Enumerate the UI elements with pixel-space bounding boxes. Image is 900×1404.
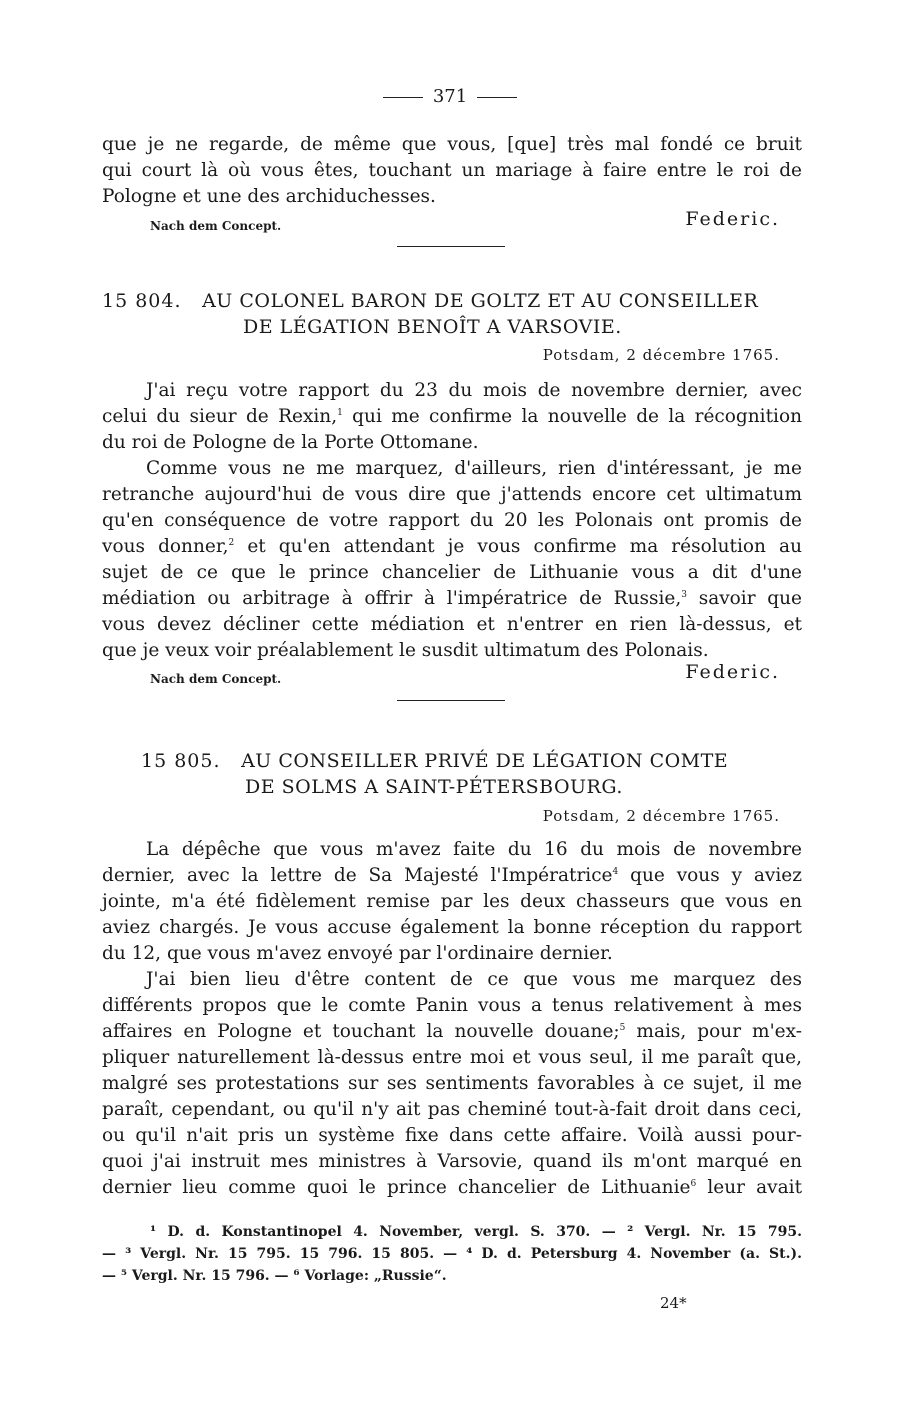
text-run: mais, pour m'ex-	[625, 1021, 802, 1042]
letter-number: 15 804.	[102, 290, 182, 312]
text-run: leur avait	[696, 1177, 802, 1198]
body-line	[102, 863, 802, 889]
section-divider	[397, 246, 505, 247]
body-line: quoi j'ai instruit mes ministres à Varsovie, quand ils m'ont marqué en	[102, 1151, 802, 1172]
body-line: ou qu'il n'ait pris un système fixe dans cette affaire. Voilà aussi pour-	[102, 1125, 802, 1146]
footnote-mark: 1	[337, 407, 343, 418]
footnote-mark: 4	[612, 866, 619, 877]
letter-heading-line2: DE SOLMS A SAINT-PÉTERSBOURG.	[245, 776, 623, 798]
header-dash-right	[477, 97, 517, 98]
text-run: dernier lieu comme quoi le prince chancelier de Lithuanie	[102, 1177, 691, 1198]
body-line: du roi de Pologne de la Porte Ottomane.	[102, 432, 479, 453]
text-run: dernier, avec la lettre de Sa Majesté l'Impératrice	[102, 865, 613, 886]
body-line: du 12, que vous m'avez envoyé par l'ordinaire dernier.	[102, 943, 613, 964]
body-line: jointe, m'a été fidèlement remise par les deux chasseurs que vous en	[102, 891, 802, 912]
dateline: Potsdam, 2 décembre 1765.	[542, 807, 780, 825]
section-divider	[397, 700, 505, 701]
signature-mark: 24*	[660, 1294, 687, 1312]
footnote-mark: 2	[228, 537, 235, 548]
text-run: que vous y aviez	[618, 865, 802, 886]
page-header	[0, 86, 900, 107]
body-line	[102, 586, 802, 612]
signature: Federic.	[685, 208, 780, 230]
body-line: qu'en conséquence de votre rapport du 20 les Polonais ont promis de	[102, 510, 802, 531]
body-line: qui court là où vous êtes, touchant un mariage à faire entre le roi de	[102, 160, 802, 181]
text-run: médiation ou arbitrage à offrir à l'impératrice de Russie,	[102, 588, 682, 609]
body-line: La dépêche que vous m'avez faite du 16 du mois de novembre	[146, 839, 802, 860]
signature: Federic.	[685, 661, 780, 683]
dateline: Potsdam, 2 décembre 1765.	[542, 346, 780, 364]
text-run: savoir que	[686, 588, 803, 609]
body-line: Pologne et une des archiduchesses.	[102, 186, 436, 207]
footnote-line: — ³ Vergl. Nr. 15 795. 15 796. 15 805. — ⁴ D. d. Petersburg 4. November (a. St.).	[102, 1246, 802, 1262]
text-run: celui du sieur de Rexin,	[102, 406, 338, 427]
letter-heading-line1: AU CONSEILLER PRIVÉ DE LÉGATION COMTE	[241, 750, 729, 772]
letter-heading-line1: AU COLONEL BARON DE GOLTZ ET AU CONSEILLER	[202, 290, 759, 312]
letter-heading	[141, 750, 728, 772]
letter-number: 15 805.	[141, 750, 221, 772]
body-line: sujet de ce que le prince chancelier de Lithuanie vous a dit d'une	[102, 562, 802, 583]
body-line: retranche aujourd'hui de vous dire que j'attends encore cet ultimatum	[102, 484, 802, 505]
body-line: vous devez décliner cette médiation et n'entrer en rien là-dessus, et	[102, 614, 802, 635]
source-note: Nach dem Concept.	[150, 672, 282, 686]
body-line: pliquer naturellement là-dessus entre moi et vous seul, il me paraît que,	[102, 1047, 802, 1068]
text-run: affaires en Pologne et touchant la nouvelle douane;	[102, 1021, 620, 1042]
footnote-line: ¹ D. d. Konstantinopel 4. November, vergl. S. 370. — ² Vergl. Nr. 15 795.	[150, 1224, 802, 1240]
body-line: que je veux voir préalablement le susdit ultimatum des Polonais.	[102, 640, 709, 661]
footnote-mark: 5	[619, 1022, 626, 1033]
body-line	[102, 404, 802, 430]
footnote-mark: 6	[690, 1178, 697, 1189]
page-number: 371	[432, 86, 468, 107]
letter-heading-line2: DE LÉGATION BENOÎT A VARSOVIE.	[243, 316, 622, 338]
body-line: que je ne regarde, de même que vous, [que] très mal fondé ce bruit	[102, 134, 802, 155]
text-run: qui me confirme la nouvelle de la récognition	[342, 406, 802, 427]
header-dash-left	[383, 97, 423, 98]
body-line	[102, 1019, 802, 1045]
body-line	[102, 1175, 802, 1201]
footnote-mark: 3	[681, 589, 687, 600]
text-run: vous donner,	[102, 536, 229, 557]
body-line: aviez chargés. Je vous accuse également la bonne réception du rapport	[102, 917, 802, 938]
body-line: J'ai reçu votre rapport du 23 du mois de novembre dernier, avec	[146, 380, 802, 401]
source-note: Nach dem Concept.	[150, 219, 282, 233]
text-run: et qu'en attendant je vous confirme ma résolution au	[234, 536, 802, 557]
body-line	[102, 534, 802, 560]
body-line: Comme vous ne me marquez, d'ailleurs, rien d'intéressant, je me	[146, 458, 802, 479]
body-line: J'ai bien lieu d'être content de ce que vous me marquez des	[146, 969, 802, 990]
body-line: malgré ses protestations sur ses sentiments favorables à ce sujet, il me	[102, 1073, 802, 1094]
footnote-line: — ⁵ Vergl. Nr. 15 796. — ⁶ Vorlage: „Russie“.	[102, 1268, 447, 1284]
body-line: différents propos que le comte Panin vous a tenus relativement à mes	[102, 995, 802, 1016]
body-line: paraît, cependant, ou qu'il n'y ait pas cheminé tout-à-fait droit dans ceci,	[102, 1099, 802, 1120]
letter-heading	[102, 290, 758, 312]
